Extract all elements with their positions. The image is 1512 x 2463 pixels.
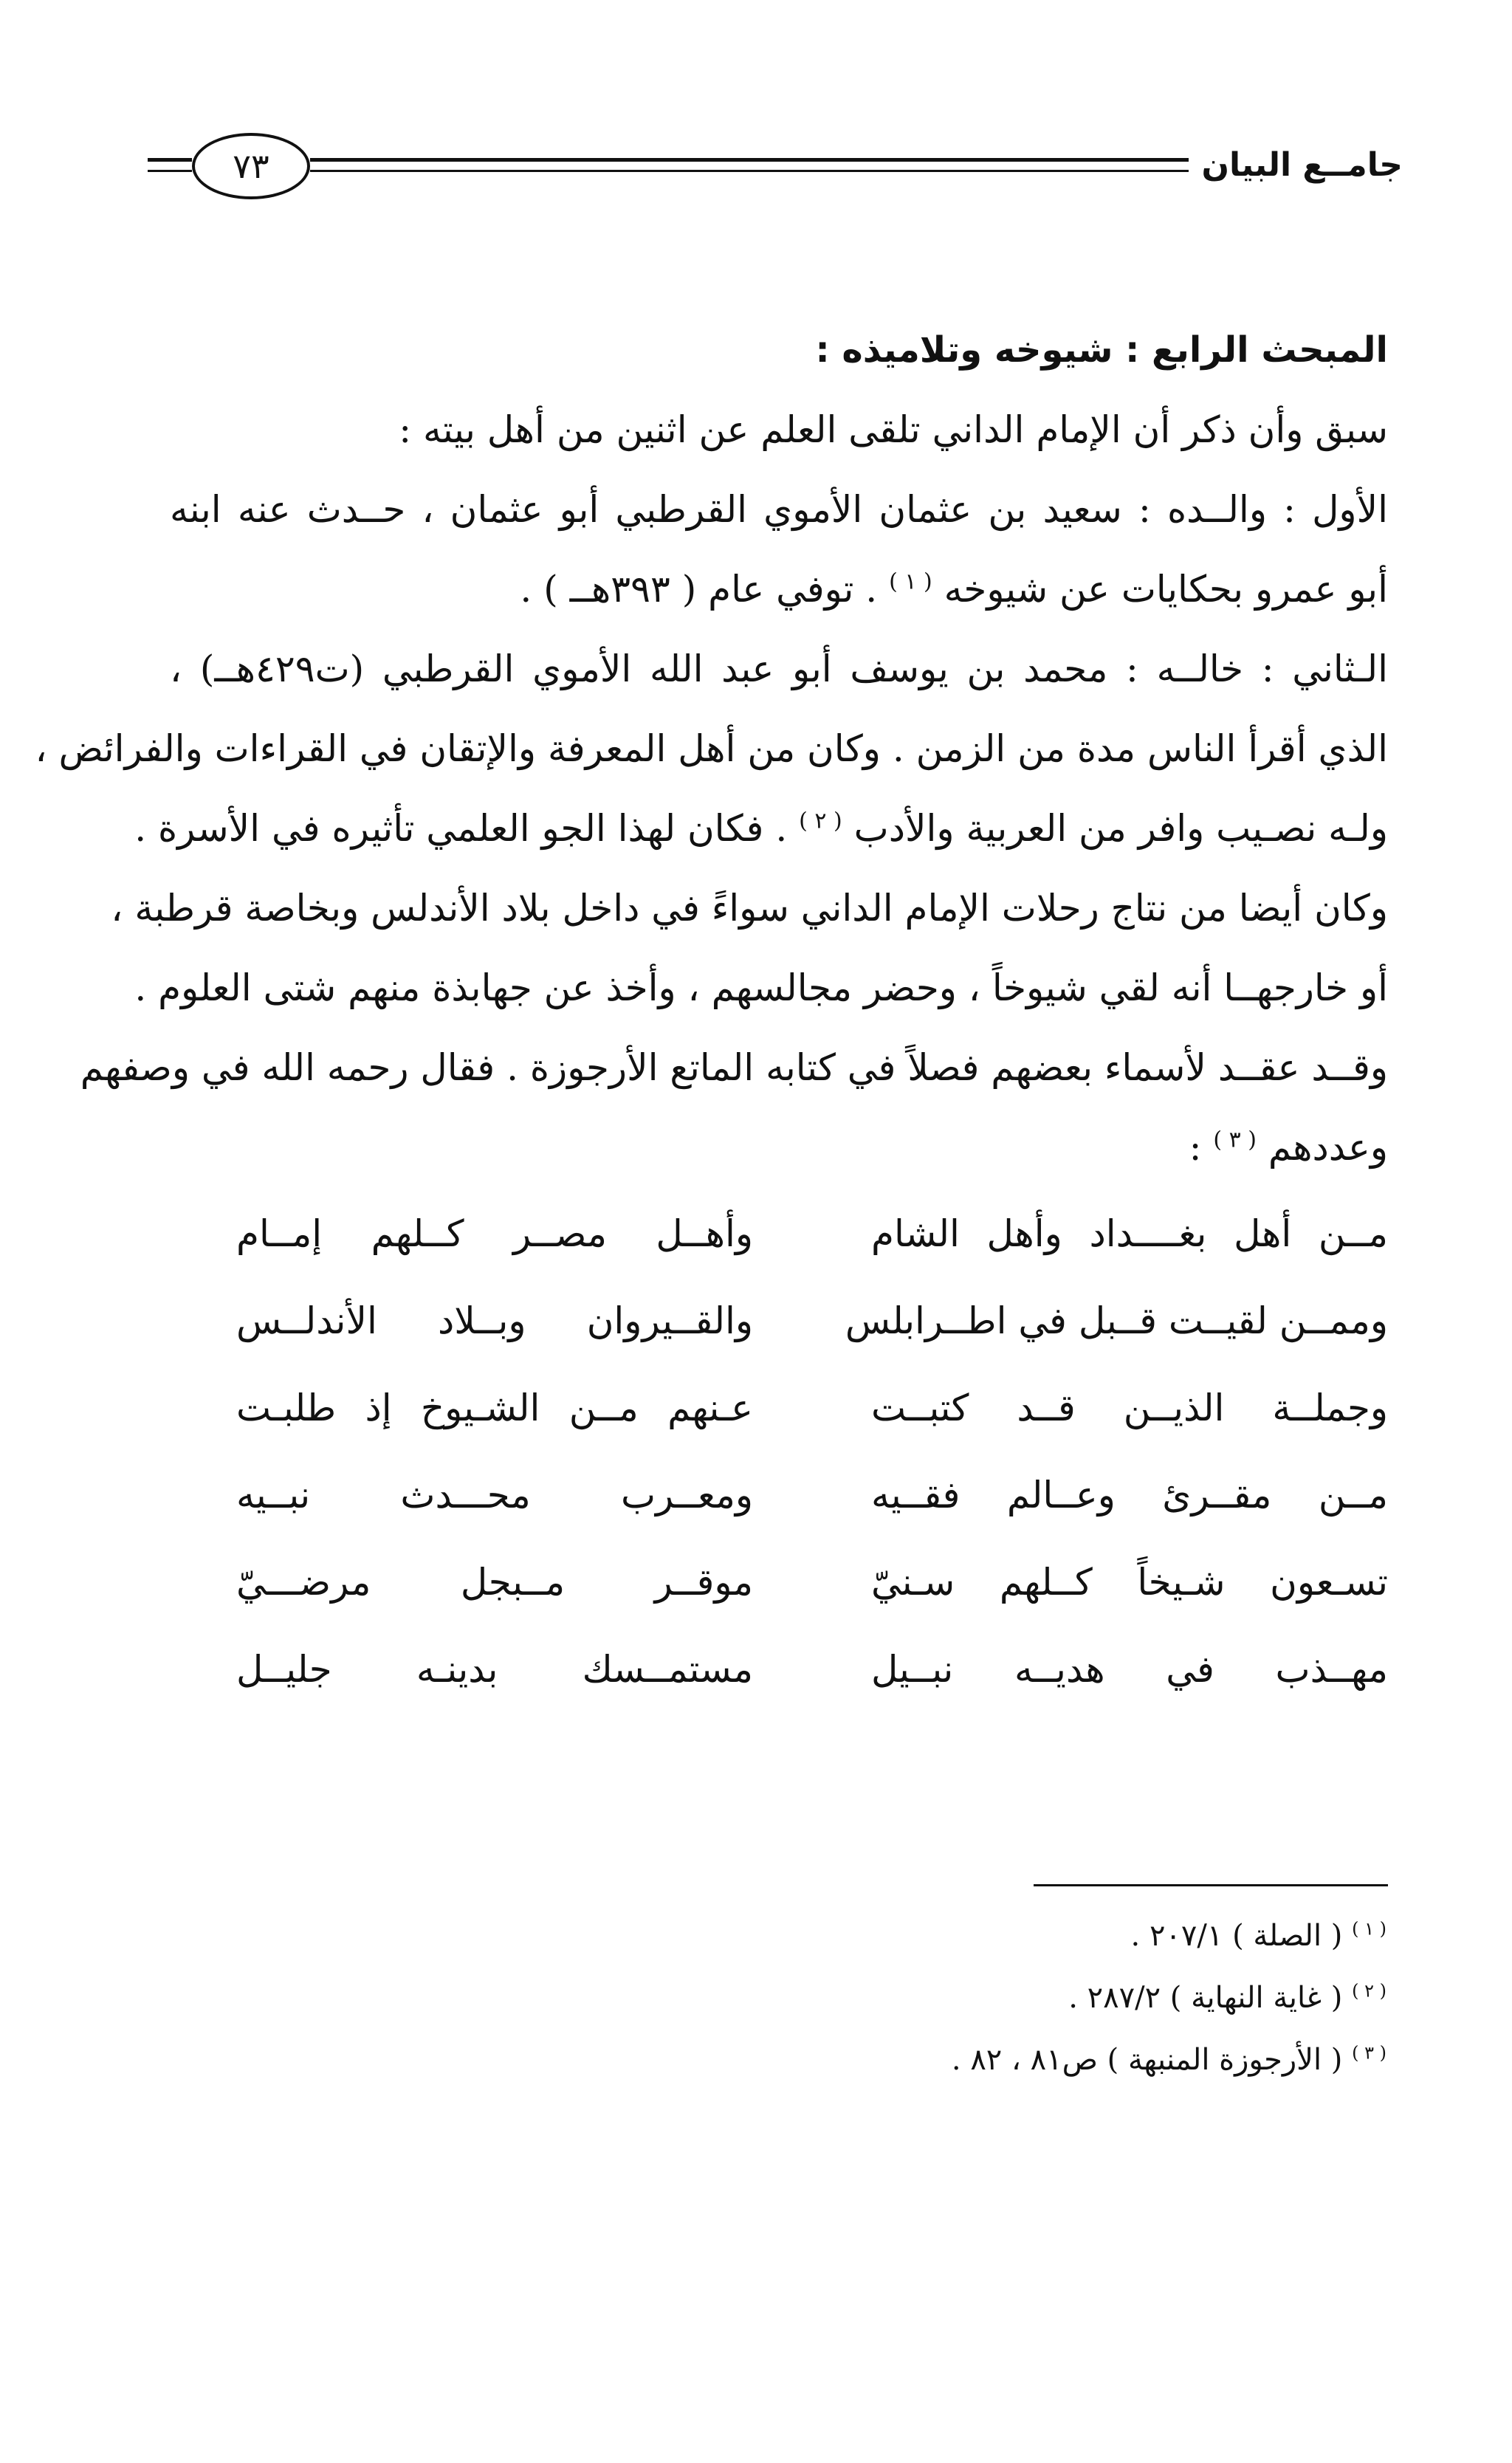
- hemistich-first: تسـعون شـيخاً كــلهم سـنيّ: [871, 1561, 1388, 1604]
- footnote-number: ( ٣ ): [1352, 2042, 1386, 2064]
- hemistich-first: وممــن لقيــت قــبل في اطــرابلس: [845, 1299, 1388, 1342]
- text-line: [170, 549, 1388, 629]
- section-heading: المبحث الرابع : شيوخه وتلاميذه :: [815, 329, 1388, 371]
- poem-couplet: [236, 1452, 1388, 1539]
- main-text: [35, 310, 1388, 1187]
- poem: [236, 1190, 1388, 1713]
- page-header: [148, 126, 1403, 207]
- footnote-number: ( ٢ ): [1352, 1980, 1386, 2002]
- hemistich-second: وأهــل مصــر كــلهم إمــام: [236, 1212, 753, 1255]
- footnote: [952, 1967, 1386, 2029]
- hemistich-first: مــن أهل بغــــداد وأهل الشام: [871, 1212, 1388, 1255]
- poem-couplet: [236, 1277, 1388, 1364]
- poem-couplet: [236, 1626, 1388, 1713]
- poem-couplet: [236, 1364, 1388, 1452]
- text-line: [134, 789, 1388, 868]
- hemistich-second: موقــر مــبجل مرضـــيّ: [236, 1561, 753, 1604]
- text-line: أو خارجهــا أنه لقي شيوخاً ، وحضر مجالسهم ، وأخذ عن جهابذة منهم شتى العلوم .: [134, 966, 1388, 1009]
- hemistich-second: مستمــسك بدينـه جليــل: [236, 1648, 753, 1691]
- footnote: [952, 2029, 1386, 2091]
- footnote-ref: ( ٣ ): [1213, 1127, 1257, 1153]
- poem-couplet: [236, 1190, 1388, 1277]
- text-segment: . توفي عام ( ٣٩٣هــ ) .: [520, 568, 878, 611]
- header-rule: [310, 158, 1189, 162]
- text-segment: ولـه نصـيب وافر من العربية والأدب: [853, 807, 1388, 850]
- text-line: الأول : والــده : سعيد بن عثمان الأموي القرطبي أبو عثمان ، حــدث عنه ابنه: [170, 488, 1388, 531]
- text-line: الـثاني : خالــه : محمد بن يوسف أبو عبد الله الأموي القرطبي (ت٤٢٩هــ) ،: [170, 647, 1388, 690]
- text-segment: . فكان لهذا الجو العلمي تأثيره في الأسرة .: [134, 807, 788, 850]
- running-title: جامــع البيان: [1201, 146, 1403, 184]
- footnote-number: ( ١ ): [1352, 1918, 1386, 1940]
- page-number: ٧٣: [192, 133, 310, 199]
- text-line: [170, 1107, 1388, 1187]
- text-line: وقــد عقــد لأسماء بعضهم فصلاً في كتابه الماتع الأرجوزة . فقال رحمه الله في وصفهم: [80, 1046, 1388, 1089]
- footnote-ref: ( ٢ ): [799, 808, 842, 834]
- text-segment: أبو عمرو بحكايات عن شيوخه: [944, 568, 1388, 611]
- footnote-divider: [1034, 1884, 1388, 1886]
- footnote-text: ( غاية النهاية ) ٢٨٧/٢ .: [1068, 1981, 1343, 2015]
- header-rule-thin: [310, 170, 1189, 172]
- text-segment: وعددهم: [1268, 1126, 1388, 1169]
- poem-couplet: [236, 1539, 1388, 1626]
- footnote-text: ( الأرجوزة المنبهة ) ص٨١ ، ٨٢ .: [951, 2043, 1343, 2077]
- footnote-ref: ( ١ ): [889, 568, 932, 595]
- hemistich-first: مهــذب في هديــه نبــيل: [871, 1648, 1388, 1691]
- hemistich-first: وجملــة الذيــن قــد كتبــت: [871, 1387, 1388, 1429]
- text-line: سبق وأن ذكر أن الإمام الداني تلقى العلم عن اثنين من أهل بيته :: [399, 408, 1388, 451]
- hemistich-second: ومعــرب محـــدث نبــيه: [236, 1474, 753, 1516]
- text-line: الذي أقرأ الناس مدة من الزمن . وكان من أهل المعرفة والإتقان في القراءات والفرائض ،: [35, 727, 1388, 770]
- hemistich-first: مــن مقــرئ وعــالم فقــيه: [871, 1474, 1388, 1516]
- header-rule-left-thin: [148, 170, 192, 172]
- text-segment: :: [1189, 1126, 1202, 1169]
- footnote: [952, 1905, 1386, 1967]
- header-rule-left: [148, 158, 192, 162]
- footnotes: [952, 1905, 1386, 2091]
- hemistich-second: والقــيروان وبــلاد الأندلــس: [236, 1299, 753, 1342]
- text-line: وكان أيضا من نتاج رحلات الإمام الداني سواءً في داخل بلاد الأندلس وبخاصة قرطبة ،: [111, 887, 1388, 930]
- footnote-text: ( الصلة ) ٢٠٧/١ .: [1130, 1919, 1343, 1953]
- hemistich-second: عـنهم مــن الشـيوخ إذ طلبـت: [236, 1387, 753, 1429]
